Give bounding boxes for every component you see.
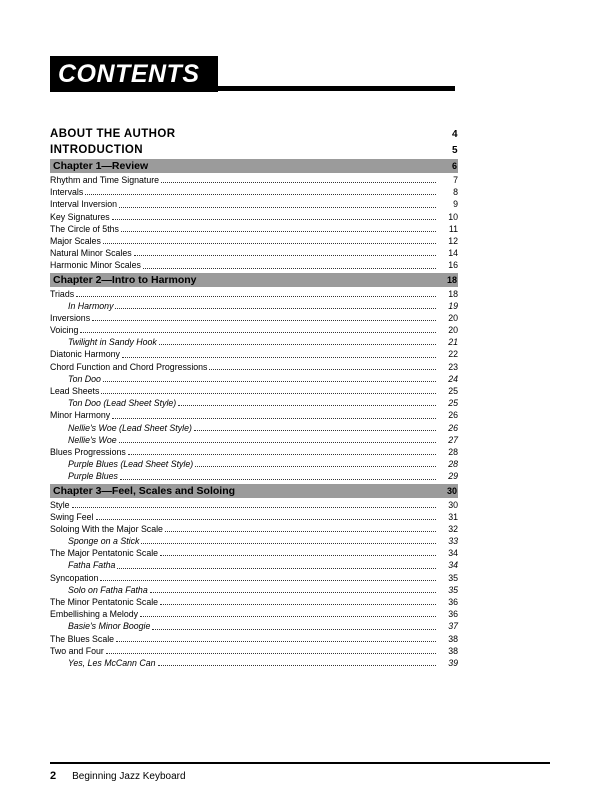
toc-entry-label: Purple Blues xyxy=(68,471,118,482)
toc-entry-label: Fatha Fatha xyxy=(68,560,116,571)
toc-entry-label: Inversions xyxy=(50,312,91,323)
toc-leader-dots xyxy=(122,357,436,358)
toc-leader-dots xyxy=(134,255,436,256)
toc-entry-label: Basie's Minor Boogie xyxy=(68,621,151,632)
toc-entry xyxy=(50,535,458,547)
toc-leader-dots xyxy=(195,466,436,467)
toc-entry-label: Purple Blues (Lead Sheet Style) xyxy=(68,459,194,470)
toc-entry xyxy=(50,572,458,584)
toc-leader-dots xyxy=(119,442,436,443)
toc-leader-dots xyxy=(194,430,436,431)
toc-entry-label: Blues Progressions xyxy=(50,446,126,457)
toc-leader-dots xyxy=(112,418,436,419)
toc-leader-dots xyxy=(150,592,436,593)
toc-entry xyxy=(50,434,458,446)
toc-entry xyxy=(50,620,458,632)
toc-entry-page: 24 xyxy=(448,373,458,384)
toc-entry-label: The Major Pentatonic Scale xyxy=(50,548,159,559)
toc-entry-page: 7 xyxy=(453,175,458,185)
toc-entry-page: 39 xyxy=(448,657,458,668)
toc-leader-dots xyxy=(96,519,436,520)
toc-entry xyxy=(50,608,458,620)
toc-entry-label: Chapter 1—Review xyxy=(53,160,149,172)
toc-entry xyxy=(50,385,458,397)
toc-entry xyxy=(50,559,458,571)
toc-leader-dots xyxy=(209,369,436,370)
toc-entry xyxy=(50,235,458,247)
toc-entry-label: Swing Feel xyxy=(50,511,94,522)
toc-entry-page: 18 xyxy=(446,274,457,285)
toc-entry-label: Rhythm and Time Signature xyxy=(50,175,160,185)
toc-entry xyxy=(50,247,458,259)
toc-entry-page: 30 xyxy=(448,499,458,510)
toc-leader-dots xyxy=(152,629,436,630)
toc-leader-dots xyxy=(141,543,436,544)
toc-leader-dots xyxy=(117,568,436,569)
toc-entry xyxy=(50,547,458,559)
toc-entry-label: Solo on Fatha Fatha xyxy=(68,584,148,595)
toc-leader-dots xyxy=(112,219,436,220)
toc-entry xyxy=(50,223,458,235)
toc-entry xyxy=(50,288,458,300)
toc-entry xyxy=(50,657,458,669)
toc-leader-dots xyxy=(140,616,436,617)
toc-leader-dots xyxy=(92,320,436,321)
toc-entry-label: Major Scales xyxy=(50,235,101,246)
toc-entry-label: Ton Doo (Lead Sheet Style) xyxy=(68,398,177,409)
toc-entry-page: 26 xyxy=(448,410,458,421)
toc-entry-label: The Circle of 5ths xyxy=(50,223,119,234)
toc-entry xyxy=(50,470,458,482)
toc-leader-dots xyxy=(116,641,436,642)
toc-leader-dots xyxy=(72,507,436,508)
toc-entry-page: 23 xyxy=(448,361,458,372)
toc-entry-label: Lead Sheets xyxy=(50,386,100,396)
toc-entry-page: 32 xyxy=(448,523,458,534)
toc-entry-label: Key Signatures xyxy=(50,211,110,222)
toc-entry-page: 20 xyxy=(448,325,458,336)
toc-entry-label: In Harmony xyxy=(68,300,114,311)
toc-entry-page: 37 xyxy=(448,621,458,632)
toc-entry-page: 4 xyxy=(452,129,458,140)
toc-entry-page: 9 xyxy=(453,199,458,210)
toc-entry-label: Sponge on a Stick xyxy=(68,536,140,547)
toc-entry-label: Chapter 2—Intro to Harmony xyxy=(53,273,197,286)
toc-entry xyxy=(50,523,458,535)
toc-leader-dots xyxy=(100,580,436,581)
toc-entry-label: Interval Inversion xyxy=(50,199,117,210)
toc-entry-page: 36 xyxy=(448,597,458,607)
toc-entry-page: 11 xyxy=(448,223,458,234)
toc-leader-dots xyxy=(80,332,436,333)
toc-leader-dots xyxy=(103,381,436,382)
toc-entry xyxy=(50,348,458,360)
page-footer xyxy=(50,770,186,782)
toc-entry-label: ABOUT THE AUTHOR xyxy=(50,128,176,140)
toc-entry-page: 30 xyxy=(446,485,457,496)
toc-entry-label: Intervals xyxy=(50,187,84,198)
toc-entry-label: Two and Four xyxy=(50,645,104,656)
toc-entry xyxy=(50,127,458,143)
toc-entry-page: 26 xyxy=(448,422,458,433)
toc-entry-page: 35 xyxy=(448,584,458,595)
toc-chapter-row xyxy=(50,159,458,173)
toc-entry xyxy=(50,336,458,348)
toc-entry xyxy=(50,511,458,523)
toc-entry-label: Nellie's Woe xyxy=(68,434,117,445)
footer-book-title: Beginning Jazz Keyboard xyxy=(72,771,186,782)
toc-chapter-row xyxy=(50,484,458,498)
toc-entry-label: The Minor Pentatonic Scale xyxy=(50,597,159,607)
toc-entry xyxy=(50,633,458,645)
toc-entry-page: 18 xyxy=(448,288,458,299)
toc-leader-dots xyxy=(121,231,436,232)
toc-entry-page: 38 xyxy=(448,645,458,656)
toc-leader-dots xyxy=(106,653,436,654)
toc-entry-page: 29 xyxy=(448,471,458,482)
toc-entry-page: 19 xyxy=(448,300,458,311)
toc-entry-page: 10 xyxy=(448,211,458,222)
toc-entry xyxy=(50,211,458,223)
toc-entry xyxy=(50,458,458,470)
toc-entry-label: Chord Function and Chord Progressions xyxy=(50,361,208,372)
toc-entry-page: 21 xyxy=(448,337,458,348)
toc-entry-page: 25 xyxy=(448,398,458,409)
toc-entry-page: 8 xyxy=(453,187,458,198)
toc-entry-page: 12 xyxy=(448,235,458,246)
toc-entry xyxy=(50,422,458,434)
toc-entry xyxy=(50,300,458,312)
toc-entry xyxy=(50,312,458,324)
toc-leader-dots xyxy=(85,194,436,195)
toc-entry xyxy=(50,198,458,210)
toc-entry-page: 20 xyxy=(448,312,458,323)
toc-entry xyxy=(50,361,458,373)
toc-entry-page: 14 xyxy=(448,248,458,259)
toc-leader-dots xyxy=(158,665,436,666)
toc-leader-dots xyxy=(159,344,436,345)
page-header xyxy=(50,56,455,92)
toc-list xyxy=(50,127,458,669)
toc-entry-label: Minor Harmony xyxy=(50,410,111,421)
toc-entry-label: Chapter 3—Feel, Scales and Soloing xyxy=(53,484,236,497)
toc-entry-label: Natural Minor Scales xyxy=(50,248,132,259)
toc-entry-page: 38 xyxy=(448,633,458,644)
toc-entry-label: Embellishing a Melody xyxy=(50,609,139,620)
toc-leader-dots xyxy=(143,268,436,269)
toc-leader-dots xyxy=(160,604,436,605)
footer-rule xyxy=(50,762,550,764)
toc-leader-dots xyxy=(178,405,436,406)
toc-entry-page: 27 xyxy=(448,434,458,445)
toc-entry-label: Style xyxy=(50,499,70,510)
toc-entry xyxy=(50,446,458,458)
toc-entry xyxy=(50,324,458,336)
toc-entry-label: Nellie's Woe (Lead Sheet Style) xyxy=(68,422,192,433)
toc-entry-label: The Blues Scale xyxy=(50,633,115,644)
toc-entry xyxy=(50,596,458,608)
toc-entry-page: 6 xyxy=(451,161,457,171)
toc-entry-label: Twilight in Sandy Hook xyxy=(68,337,157,348)
toc-entry-page: 25 xyxy=(448,386,458,396)
toc-leader-dots xyxy=(128,454,436,455)
toc-entry xyxy=(50,397,458,409)
toc-entry xyxy=(50,584,458,596)
toc-entry-label: Voicing xyxy=(50,325,79,336)
toc-entry xyxy=(50,373,458,385)
toc-entry-label: Soloing With the Major Scale xyxy=(50,523,163,534)
toc-entry-page: 35 xyxy=(448,572,458,583)
toc-entry xyxy=(50,499,458,511)
toc-entry-page: 31 xyxy=(448,511,458,522)
toc-entry-page: 36 xyxy=(448,609,458,620)
toc-leader-dots xyxy=(115,308,436,309)
toc-entry xyxy=(50,409,458,421)
toc-leader-dots xyxy=(103,243,436,244)
toc-entry-label: Diatonic Harmony xyxy=(50,349,120,360)
toc-entry-page: 34 xyxy=(448,560,458,571)
toc-entry xyxy=(50,143,458,159)
toc-leader-dots xyxy=(120,479,436,480)
toc-entry xyxy=(50,186,458,198)
toc-leader-dots xyxy=(160,555,436,556)
toc-entry xyxy=(50,645,458,657)
page-title: CONTENTS xyxy=(50,56,218,92)
toc-entry xyxy=(50,174,458,186)
toc-entry-label: Harmonic Minor Scales xyxy=(50,260,141,271)
toc-leader-dots xyxy=(165,531,436,532)
toc-entry-page: 34 xyxy=(448,548,458,559)
toc-entry-page: 22 xyxy=(448,349,458,360)
toc-entry-label: INTRODUCTION xyxy=(50,143,143,156)
toc-entry-page: 16 xyxy=(448,260,458,271)
toc-entry-label: Triads xyxy=(50,288,75,299)
toc-entry-page: 28 xyxy=(448,459,458,470)
toc-leader-dots xyxy=(76,296,436,297)
toc-leader-dots xyxy=(161,182,436,183)
toc-entry-label: Yes, Les McCann Can xyxy=(68,657,156,668)
toc-entry-page: 5 xyxy=(452,144,458,156)
toc-leader-dots xyxy=(101,393,436,394)
toc-chapter-row xyxy=(50,273,458,287)
toc-leader-dots xyxy=(119,207,436,208)
toc-entry-page: 33 xyxy=(448,536,458,547)
toc-entry-page: 28 xyxy=(448,446,458,457)
footer-page-number: 2 xyxy=(50,770,57,782)
toc-entry-label: Syncopation xyxy=(50,572,99,583)
toc-entry xyxy=(50,259,458,271)
toc-entry-label: Ton Doo xyxy=(68,373,101,384)
